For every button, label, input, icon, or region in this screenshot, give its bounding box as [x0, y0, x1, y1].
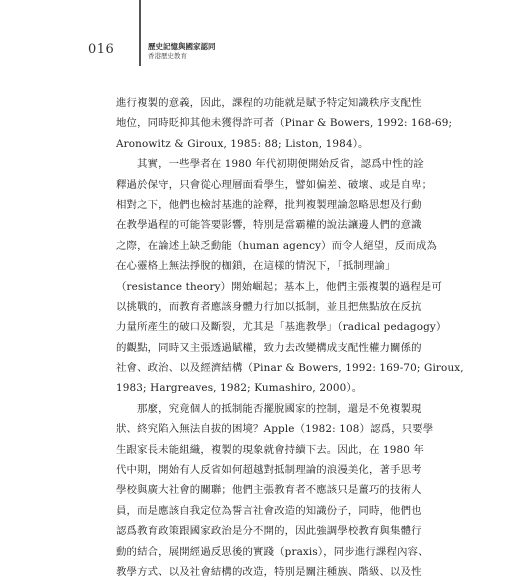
text-line: 動的結合，展開經過反思後的實踐（praxis），同步進行課程內容、 [116, 545, 429, 558]
text-line: 1983; Hargreaves, 1982; Kumashiro, 2000）。 [116, 382, 363, 395]
text-line: 地位，同時貶抑其他未獲得許可者（Pinar & Bowers, 1992: 168-69; [116, 117, 453, 130]
text-line: 力量所產生的破口及斷裂，尤其是「基進教學」（radical pedagogy） [116, 321, 447, 334]
text-line: 在教學過程的可能答要影響，特別是當霸權的說法讓邊人們的意識 [116, 219, 422, 232]
text-line: （resistance theory）開始崛起；基本上，他們主張複製的過程是可 [116, 280, 442, 293]
text-line: 釋過於保守，只會從心理層面看學生，譬如偏差、破壞、或是自卑； [116, 178, 433, 191]
body-text [116, 93, 464, 582]
text-line: 狀、終究陷入無法自拔的困境？Apple（1982: 108）認爲，只要學 [116, 423, 434, 436]
text-line: 進行複製的意義，因此，課程的功能就是賦予特定知識秩序支配性 [116, 97, 422, 109]
text-line: Aronowitz & Giroux, 1985: 88; Liston, 1984）。 [116, 137, 369, 150]
text-line: 其實，一些學者在 1980 年代初期便開始反省，認爲中性的詮 [137, 158, 424, 171]
text-line: 生跟家長未能組織，複製的現象就會持續下去。因此，在 1980 年 [116, 443, 425, 456]
running-header-subtitle: 香港歷史教育 [148, 52, 187, 60]
text-line: 的觀點，同時又主張透過賦權，致力去改變構成支配性權力關係的 [116, 341, 422, 354]
text-line: 那麼，究竟個人的抵制能否擺脫國家的控制，還是不免複製現 [137, 402, 422, 415]
text-line: 員，而是應該自我定位為誓言社會改造的知識份子，同時，他們也 [116, 504, 422, 517]
running-header-title: 歷史記憶與國家認同 [148, 42, 216, 51]
text-line: 在心靈格上無法掙脫的枷鎖，在這樣的情況下，「抵制理論」 [116, 260, 396, 273]
paragraph [116, 154, 464, 399]
text-line: 社會、政治、以及經濟結構（Pinar & Bowers, 1992: 169-70; Giroux, [116, 362, 464, 375]
page-number: 016 [88, 42, 115, 57]
text-line: 認爲教育政策跟國家政治是分不開的，因此強調學校教育與集體行 [116, 525, 422, 538]
header-divider [139, 0, 141, 66]
text-line: 學校與廣大社會的關聯；他們主張教育者不應該只是薑巧的技術人 [116, 484, 422, 497]
text-line: 相對之下，他們也檢討基進的詮釋，批判複製理論忽略思想及行動 [116, 198, 422, 211]
text-line: 教學方式、以及社會結構的改造，特別是關注種族、階級、以及性 [116, 565, 422, 578]
text-line: 以挑戰的，而教育者應該身體力行加以抵制，並且把焦點放在反抗 [116, 300, 422, 313]
paragraph [116, 93, 453, 154]
running-header [0, 0, 520, 80]
text-line: 代中期，開始有人反省如何超越對抵制理論的浪漫美化，著手思考 [116, 464, 422, 477]
text-line: 之際，在論述上缺乏動能（human agency）而令人絕望，反而成為 [116, 239, 438, 252]
paragraph [116, 399, 434, 582]
